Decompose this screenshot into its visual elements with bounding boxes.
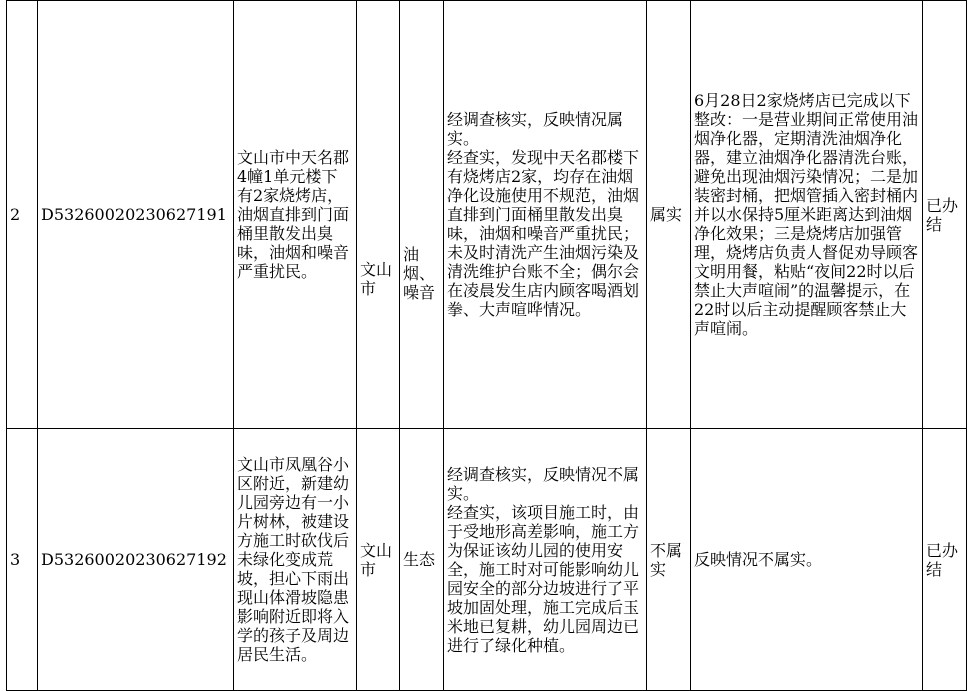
result-summary: 经调查核实，反映情况属实。 — [447, 110, 624, 148]
rectification-cell: 6月28日2家烧烤店已完成以下整改：一是营业期间正常使用油烟净化器，定期清洗油烟净化器，建立油烟净化器清洗台账，避免出现油烟污染情况；二是加装密封桶，把烟管插入密封桶内并以水保持5厘米距离达到油烟净化效果；三是烧烤店加强管理，烧烤店负责人督促劝导顾客文明用餐，粘贴“夜间22时以后禁止大声喧闹”的温馨提示，在22时以后主动提醒顾客禁止大声喧闹。 — [691, 1, 923, 429]
result-detail: 经查实，该项目施工时，由于受地形高差影响，施工方为保证该幼儿园的使用安全，施工时对可能影响幼儿园安全的部分边坡进行了平坡加固处理，施工完成后玉米地已复耕，幼儿园周边已进行了绿化种植。 — [447, 502, 640, 655]
truth-cell: 属实 — [647, 1, 691, 429]
complaint-content-cell: 文山市中天名郡4幢1单元楼下有2家烧烤店，油烟直排到门面桶里散发出臭味，油烟和噪音严重扰民。 — [234, 1, 357, 429]
row-seq-cell: 2 — [7, 1, 38, 429]
investigation-result-cell — [444, 1, 647, 429]
type-cell: 生态 — [400, 429, 444, 691]
area-cell: 文山市 — [357, 1, 400, 429]
area-cell: 文山市 — [357, 429, 400, 691]
result-detail: 经查实，发现中天名郡楼下有烧烤店2家，均存在油烟净化设施使用不规范，油烟直排到门面桶里散发出臭味，油烟和噪音严重扰民；未及时清洗产生油烟污染及清洗维护台账不全；偶尔会在凌晨发生店内顾客喝酒划拳、大声喧哗情况。 — [447, 148, 640, 319]
table-row — [7, 429, 967, 691]
truth-cell: 不属实 — [647, 429, 691, 691]
table-row — [7, 1, 967, 429]
status-cell: 已办结 — [923, 1, 967, 429]
rectification-cell: 反映情况不属实。 — [691, 429, 923, 691]
complaint-table — [6, 0, 967, 691]
type-cell: 油烟、噪音 — [400, 1, 444, 429]
complaint-content-cell: 文山市凤凰谷小区附近，新建幼儿园旁边有一小片树林，被建设方施工时砍伐后未绿化变成荒坡，担心下雨出现山体滑坡隐患影响附近即将入学的孩子及周边居民生活。 — [234, 429, 357, 691]
result-summary: 经调查核实，反映情况不属实。 — [447, 464, 640, 503]
status-cell: 已办结 — [923, 429, 967, 691]
complaint-id-cell: D53260020230627192 — [38, 429, 234, 691]
row-seq-cell: 3 — [7, 429, 38, 691]
complaint-id-cell: D53260020230627191 — [38, 1, 234, 429]
investigation-result-cell — [444, 429, 647, 691]
